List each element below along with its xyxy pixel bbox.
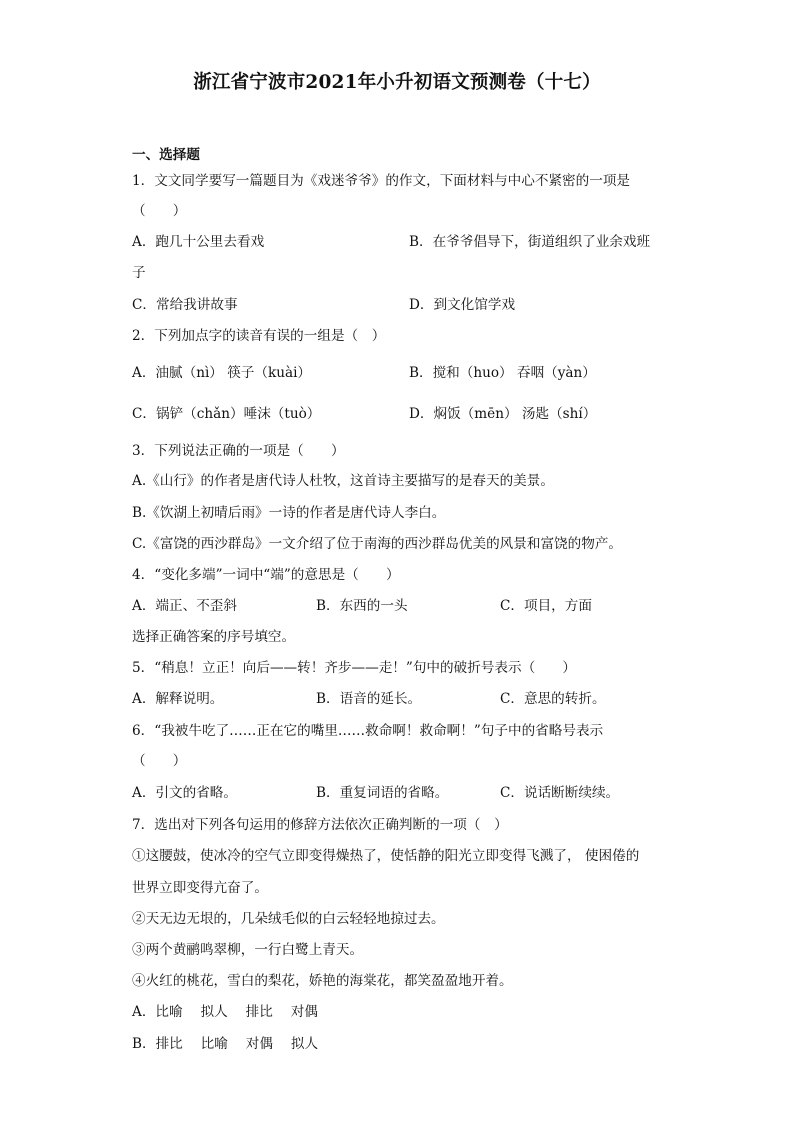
question-5-option-a: A．解释说明。 [132,691,224,707]
question-1-option-b: B．在爷爷倡导下，街道组织了业余戏班 [409,234,651,250]
question-5-option-b: B．语音的延长。 [316,691,422,707]
question-6-option-c: C．说话断断续续。 [500,785,620,801]
page-title: 浙江省宁波市2021年小升初语文预测卷（十七） [193,72,601,93]
question-7-sentence-3: ③两个黄鹂鸣翠柳，一行白鹭上青天。 [132,942,364,958]
question-7-option-b: B．排比 比喻 对偶 拟人 [132,1036,319,1052]
question-1-option-c: C．常给我讲故事 [132,297,238,313]
question-6-option-a: A．引文的省略。 [132,785,237,801]
question-7-stem: 7．选出对下列各句运用的修辞方法依次正确判断的一项（ ） [132,817,508,833]
question-5-stem: 5．“稍息！立正！向后——转！齐步——走！”句中的破折号表示（ ） [132,660,576,676]
question-3-option-c: C.《富饶的西沙群岛》一文介绍了位于南海的西沙群岛优美的风景和富饶的物产。 [132,536,623,552]
question-5-option-c: C．意思的转折。 [500,691,606,707]
question-3-option-b: B.《饮湖上初晴后雨》一诗的作者是唐代诗人李白。 [132,505,446,521]
question-2-option-d: D．焖饭（mēn） 汤匙（shí） [409,406,597,422]
question-4-option-c: C．项目，方面 [500,598,592,614]
question-6-stem: 6．“我被牛吃了……正在它的嘴里……救命啊！救命啊！”句子中的省略号表示 [132,723,604,739]
question-7-sentence-4: ④火红的桃花，雪白的梨花，娇艳的海棠花，都笑盈盈地开着。 [132,973,513,989]
question-7-option-a: A．比喻 拟人 排比 对偶 [132,1004,318,1020]
question-6-option-b: B．重复词语的省略。 [316,785,449,801]
question-3-stem: 3．下列说法正确的一项是（ ） [132,443,345,459]
question-7-sentence-2: ②天无边无垠的，几朵绒毛似的白云轻轻地掠过去。 [132,911,445,927]
question-4-option-a: A．端正、不歪斜 [132,598,237,614]
question-1-option-b-cont: 子 [132,265,146,281]
question-2-option-c: C．锅铲（chǎn）唾沫（tuò） [132,406,321,422]
question-3-option-a: A.《山行》的作者是唐代诗人杜牧，这首诗主要描写的是春天的美景。 [132,473,554,489]
section-heading: 一、选择题 [132,147,200,163]
question-4-option-b: B．东西的一头 [316,598,408,614]
question-2-stem: 2．下列加点字的读音有误的一组是（ ） [132,328,386,344]
question-1-paren: （ ） [132,203,187,219]
question-2-option-a: A．油腻（nì） 筷子（kuài） [132,365,312,381]
question-1-stem: 1．文文同学要写一篇题目为《戏迷爷爷》的作文，下面材料与中心不紧密的一项是 [132,173,631,189]
question-7-sentence-1-cont: 世界立即变得亢奋了。 [132,880,268,896]
question-1-option-d: D．到文化馆学戏 [409,297,516,313]
question-4-stem: 4．“变化多端”一词中“端”的意思是（ ） [132,567,400,583]
question-2-option-b: B．搅和（huo） 吞咽（yàn） [409,365,596,381]
instruction-note: 选择正确答案的序号填空。 [132,629,296,645]
question-6-paren: （ ） [132,753,187,769]
question-1-option-a: A．跑几十公里去看戏 [132,234,265,250]
question-7-sentence-1: ①这腰鼓，使冰冷的空气立即变得燥热了，使恬静的阳光立即变得飞溅了， 使困倦的 [132,848,640,864]
